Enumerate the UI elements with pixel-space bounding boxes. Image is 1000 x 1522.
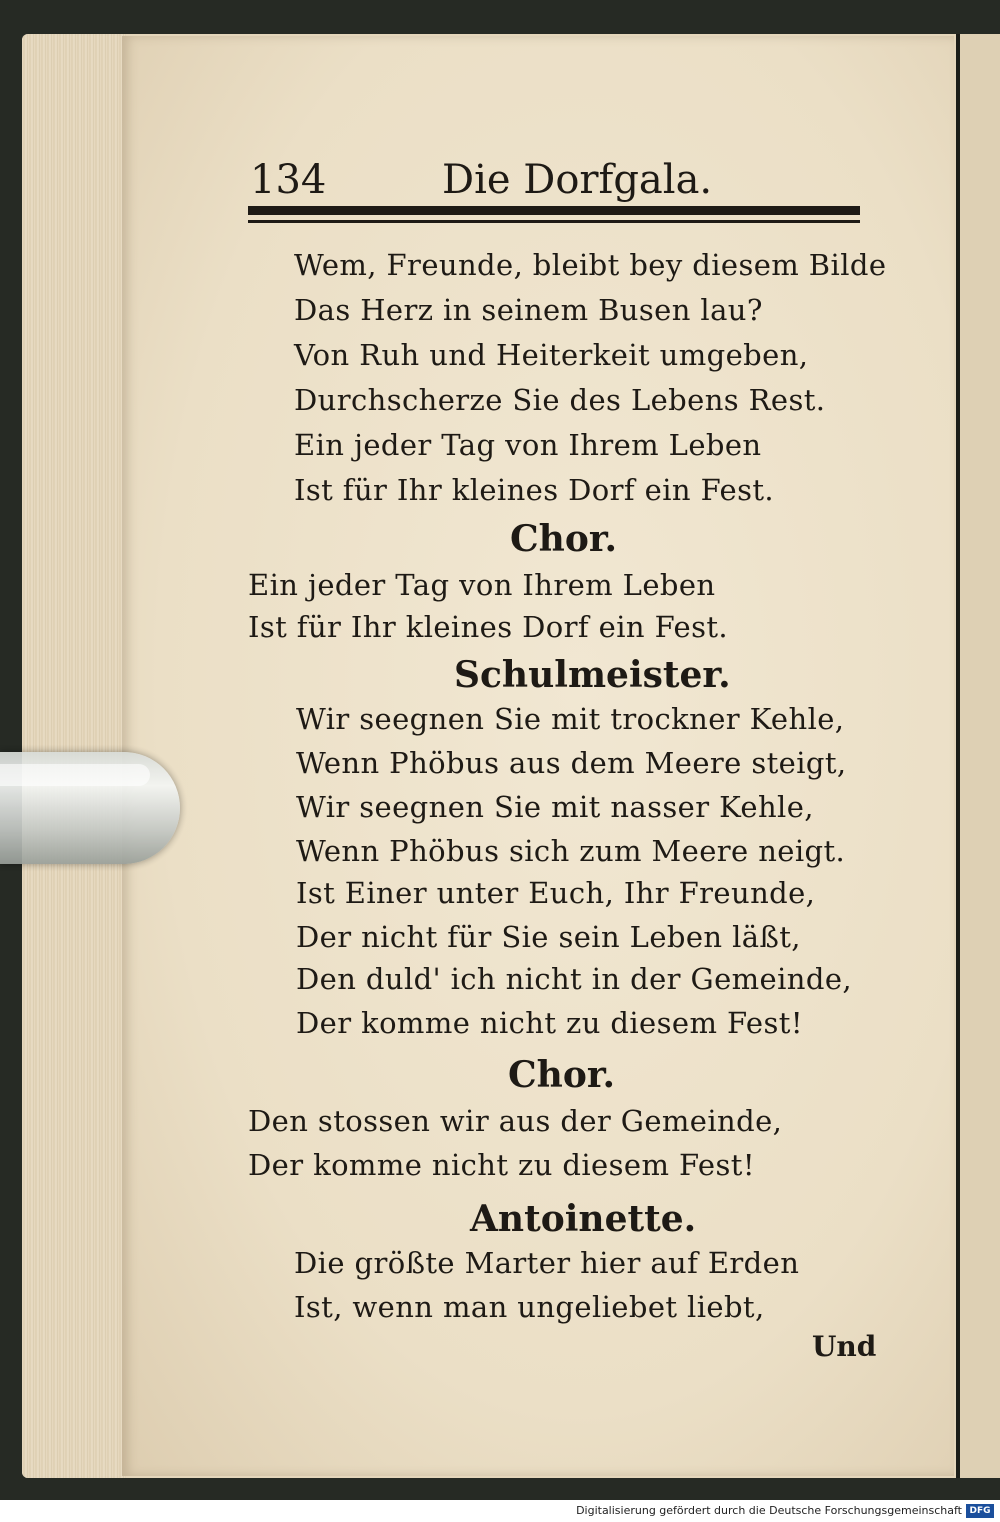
page-number: 134 (250, 157, 327, 203)
verse-line: Wenn Phöbus sich zum Meere neigt. (296, 834, 846, 868)
verse-line: Von Ruh und Heiterkeit umgeben, (294, 338, 809, 372)
verse-line: Den stossen wir aus der Gemeinde, (248, 1104, 783, 1138)
verse-line: Der komme nicht zu diesem Fest! (296, 1006, 803, 1040)
verse-line: Ist, wenn man ungeliebet liebt, (294, 1290, 765, 1324)
header-rule (248, 206, 860, 226)
running-head: Die Dorfgala. (442, 157, 713, 203)
verse-line: Ist für Ihr kleines Dorf ein Fest. (248, 610, 729, 644)
verse-line: Der nicht für Sie sein Leben läßt, (296, 920, 801, 954)
funding-credit: Digitalisierung gefördert durch die Deutsche Forschungsgemeinschaft (576, 1504, 962, 1517)
verse-line: Durchscherze Sie des Lebens Rest. (294, 383, 826, 417)
speaker-heading: Schulmeister. (454, 654, 731, 696)
verse-line: Ist für Ihr kleines Dorf ein Fest. (294, 473, 775, 507)
verse-line: Den duld' ich nicht in der Gemeinde, (296, 962, 852, 996)
verse-line: Die größte Marter hier auf Erden (294, 1246, 800, 1280)
verse-line: Wir seegnen Sie mit nasser Kehle, (296, 790, 814, 824)
verse-line: Ein jeder Tag von Ihrem Leben (248, 568, 716, 602)
verse-line: Wem, Freunde, bleibt bey diesem Bilde (294, 248, 887, 282)
verse-line: Ist Einer unter Euch, Ihr Freunde, (296, 876, 816, 910)
speaker-heading: Chor. (508, 1054, 616, 1096)
speaker-heading: Antoinette. (470, 1198, 697, 1240)
dfg-logo: DFG (966, 1504, 994, 1518)
catchword: Und (812, 1330, 877, 1363)
verse-line: Der komme nicht zu diesem Fest! (248, 1148, 755, 1182)
verse-line: Ein jeder Tag von Ihrem Leben (294, 428, 762, 462)
verse-line: Wir seegnen Sie mit trockner Kehle, (296, 702, 845, 736)
book-clip-highlight (0, 764, 150, 786)
footer-bar (0, 1500, 1000, 1522)
verse-line: Wenn Phöbus aus dem Meere steigt, (296, 746, 847, 780)
facing-page-edge (956, 34, 1000, 1478)
verse-line: Das Herz in seinem Busen lau? (294, 293, 763, 327)
speaker-heading: Chor. (510, 518, 618, 560)
